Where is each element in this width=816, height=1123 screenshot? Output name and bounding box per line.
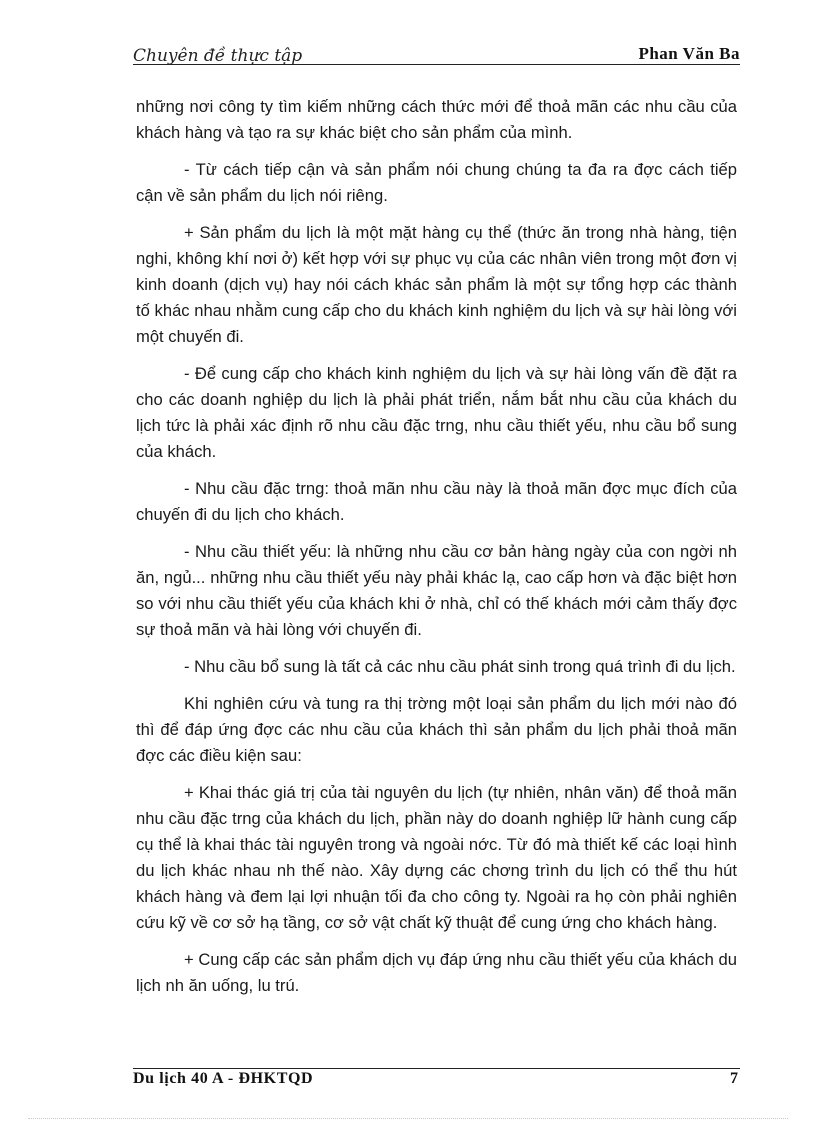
paragraph-1: những nơi công ty tìm kiếm những cách thức mới để thoả mãn các nhu cầu của khách hàng và tạo ra sự khác biệt cho sản phẩm của mình.	[136, 97, 737, 142]
paragraph-7: - Nhu cầu bổ sung là tất cả các nhu cầu phát sinh trong quá trình đi du lịch.	[184, 657, 736, 676]
paragraph-8: Khi nghiên cứu và tung ra thị trờng một loại sản phẩm du lịch mới nào đó thì để đáp ứng đợc các nhu cầu của khách thì sản phẩm du lịch phải thoả mãn đợc các điều kiện sau:	[136, 694, 737, 765]
page-header	[133, 40, 740, 66]
paragraph-2: - Từ cách tiếp cận và sản phẩm nói chung chúng ta đa ra đợc cách tiếp cận về sản phẩm du lịch nói riêng.	[136, 160, 737, 205]
page-edge-divider	[28, 1118, 788, 1119]
footer-rule	[133, 1068, 740, 1069]
header-rule	[133, 64, 740, 65]
paragraph-9: + Khai thác giá trị của tài nguyên du lịch (tự nhiên, nhân văn) để thoả mãn nhu cầu đặc trng của khách du lịch, phần này do doanh nghiệp lữ hành cung cấp cụ thể là khai thác tài nguyên trong và ngoài nớc. Từ đó mà thiết kế các loại hình du lịch khác nhau nh thế nào. Xây dựng các chơng trình du lịch có thể thu hút khách hàng và đem lại lợi nhuận tối đa cho công ty. Ngoài ra họ còn phải nghiên cứu kỹ về cơ sở hạ tầng, cơ sở vật chất kỹ thuật để cung ứng cho khách hàng.	[136, 783, 737, 932]
page-body	[136, 94, 737, 1010]
page-footer	[133, 1070, 740, 1092]
paragraph-3: + Sản phẩm du lịch là một mặt hàng cụ thể (thức ăn trong nhà hàng, tiện nghi, không khí nơi ở) kết hợp với sự phục vụ của các nhân viên trong một đơn vị kinh doanh (dịch vụ) hay nói cách khác sản phẩm là một sự tổng hợp các thành tố khác nhau nhằm cung cấp cho du khách kinh nghiệm du lịch và sự hài lòng với một chuyến đi.	[136, 223, 737, 346]
paragraph-5: - Nhu cầu đặc trng: thoả mãn nhu cầu này là thoả mãn đợc mục đích của chuyến đi du lịch cho khách.	[136, 479, 737, 524]
paragraph-4: - Để cung cấp cho khách kinh nghiệm du lịch và sự hài lòng vấn đề đặt ra cho các doanh nghiệp du lịch là phải phát triển, nắm bắt nhu cầu của khách du lịch tức là phải xác định rõ nhu cầu đặc trng, nhu cầu thiết yếu, nhu cầu bổ sung của khách.	[136, 364, 737, 461]
page-number: 7	[730, 1070, 738, 1087]
footer-class-label: Du lịch 40 A - ĐHKTQD	[133, 1070, 314, 1087]
paragraph-10: + Cung cấp các sản phẩm dịch vụ đáp ứng nhu cầu thiết yếu của khách du lịch nh ăn uống, lu trú.	[136, 950, 737, 995]
header-author: Phan Văn Ba	[638, 44, 740, 63]
header-document-type: Chuyên đề thực tập	[133, 46, 303, 66]
paragraph-6: - Nhu cầu thiết yếu: là những nhu cầu cơ bản hàng ngày của con ngời nh ăn, ngủ... những nhu cầu thiết yếu này phải khác lạ, cao cấp hơn và đặc biệt hơn so với nhu cầu thiết yếu của khách khi ở nhà, chỉ có thế khách mới cảm thấy đợc sự thoả mãn và hài lòng với chuyến đi.	[136, 542, 737, 639]
